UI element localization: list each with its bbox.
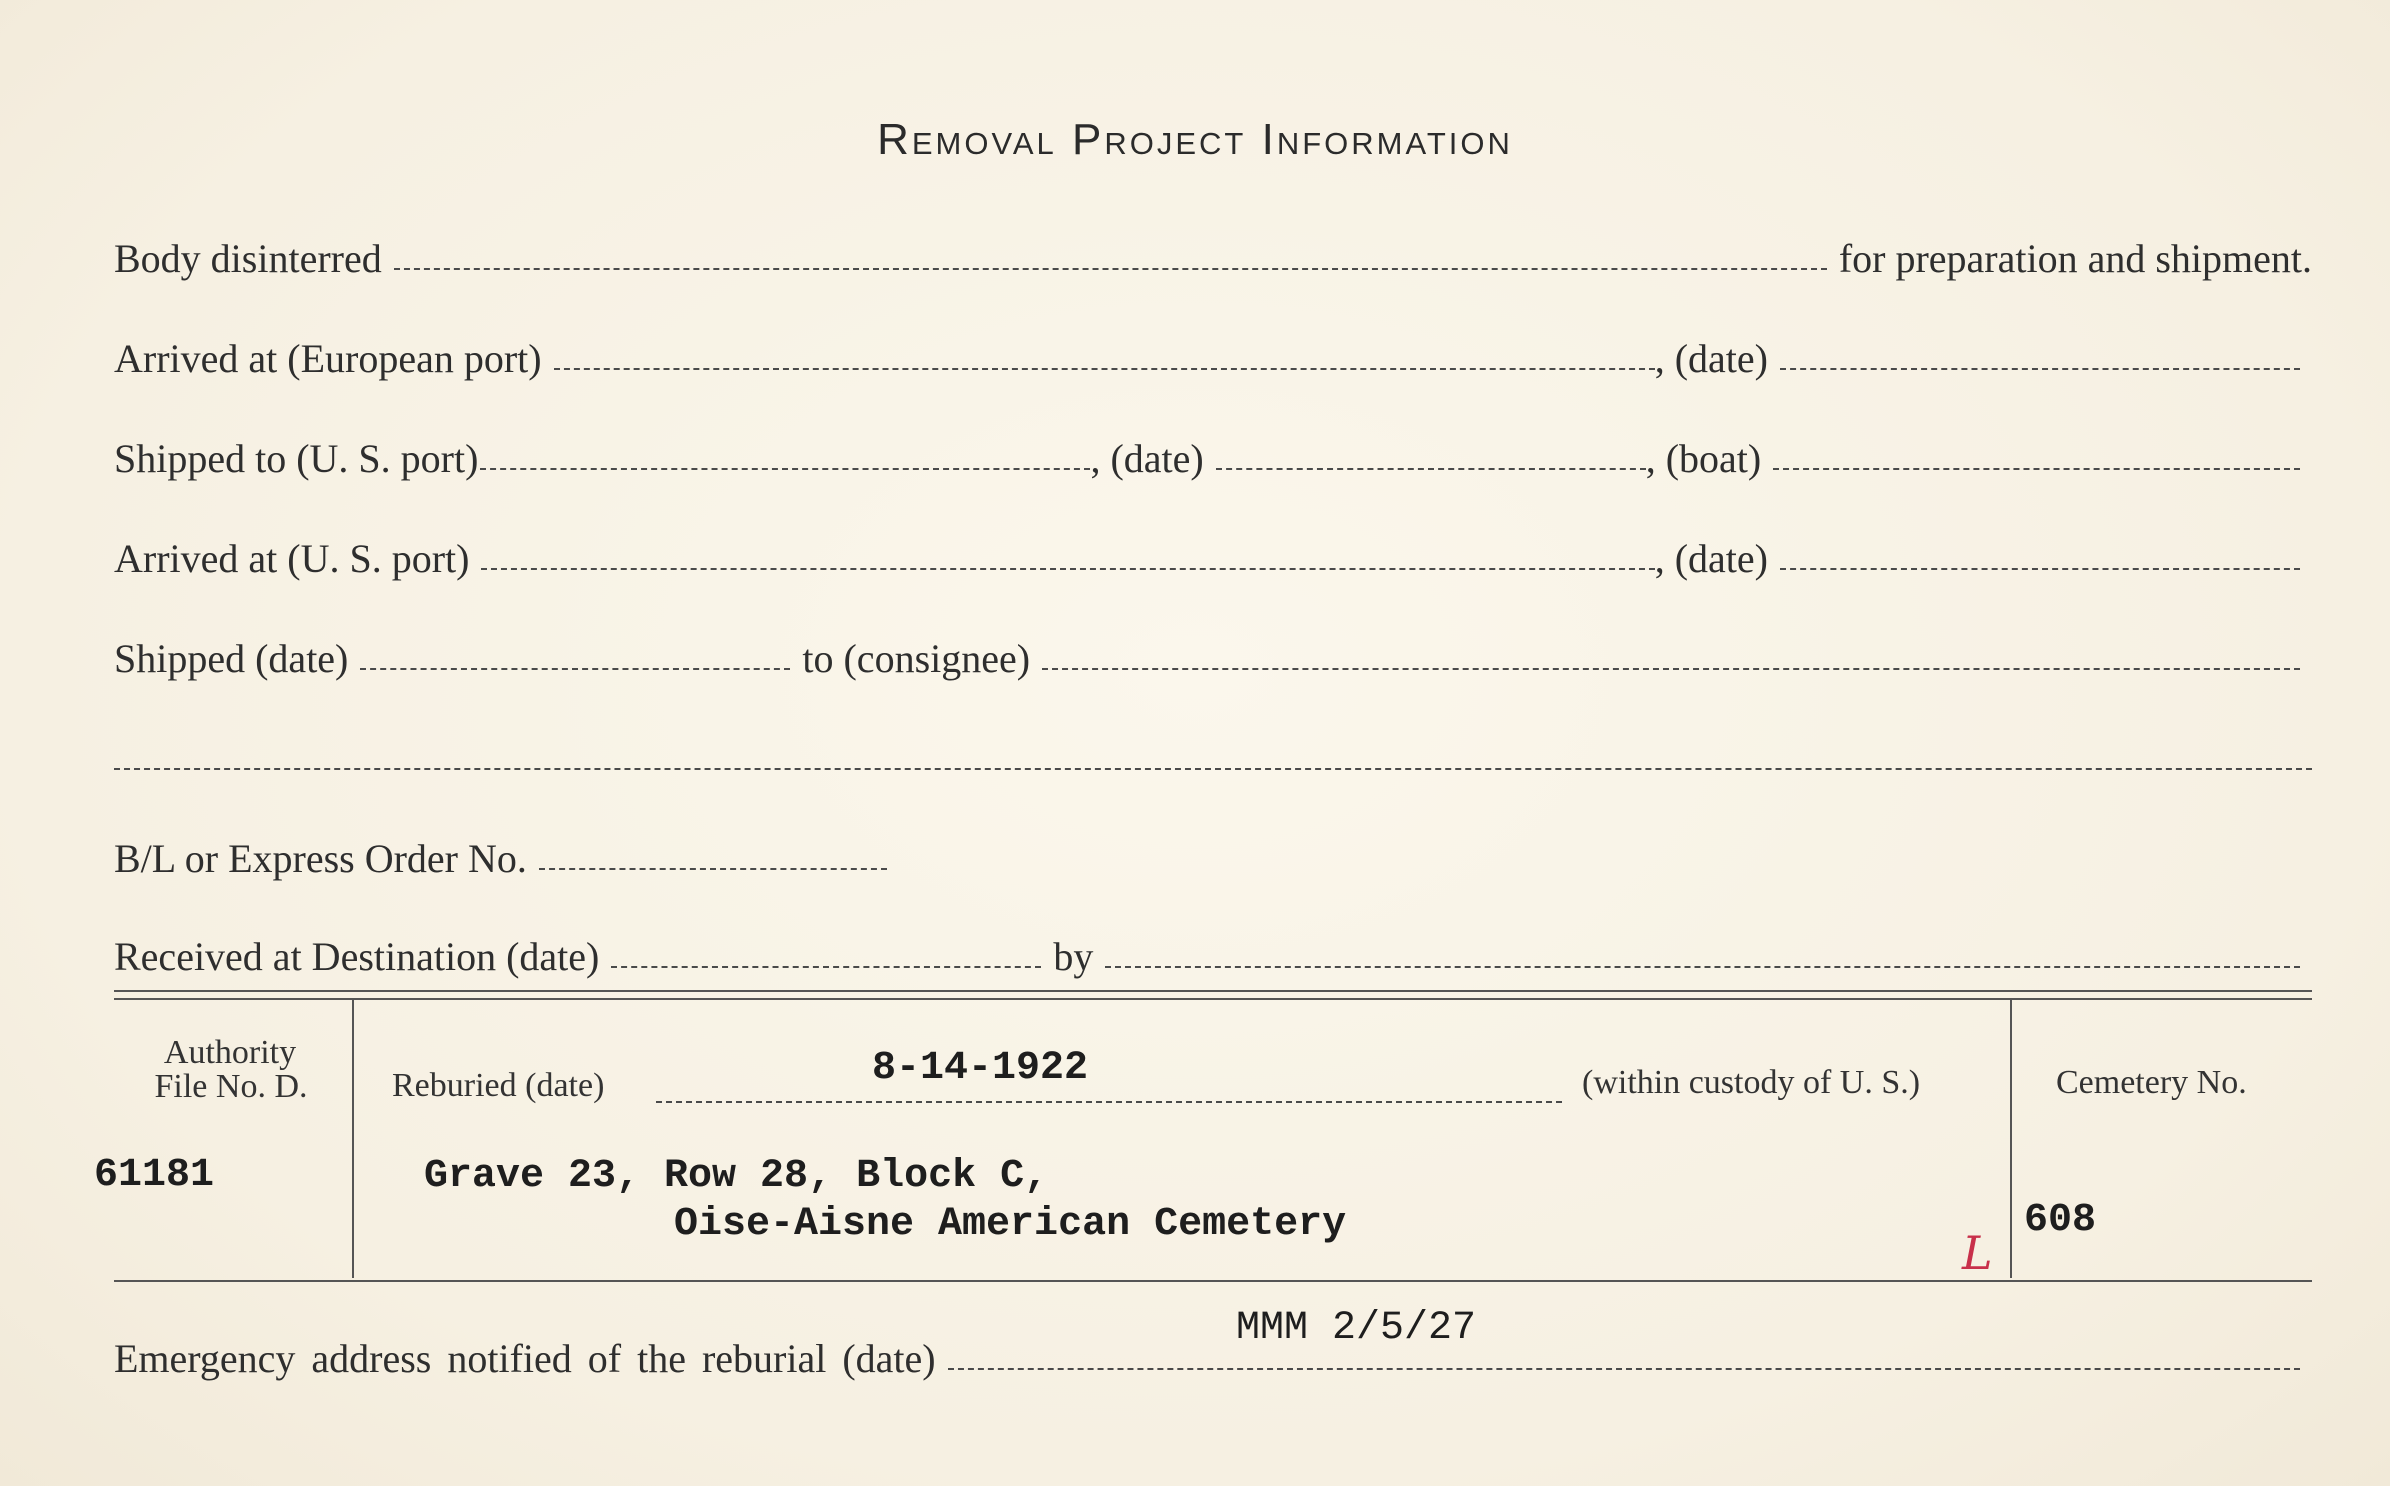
emergency-date-value: MMM 2/5/27 xyxy=(1236,1306,1477,1351)
authority-file-label: File No. D. xyxy=(154,1068,308,1105)
received-by-label: by xyxy=(1053,934,1094,979)
grave-location-line1: Grave 23, Row 28, Block C, xyxy=(424,1154,1049,1199)
row-arrived-us xyxy=(114,522,2312,582)
shipped-date-field[interactable] xyxy=(360,668,790,670)
cemetery-number-value: 608 xyxy=(2024,1198,2097,1243)
authority-file-number: 61181 xyxy=(94,1153,215,1198)
arrived-european-date-field[interactable] xyxy=(1780,368,2300,370)
body-disinterred-suffix: for preparation and shipment. xyxy=(1838,236,2312,281)
row-emergency xyxy=(114,1322,2312,1382)
row-consignee-continued xyxy=(114,722,2312,782)
authority-label: Authority xyxy=(163,1034,297,1071)
shipped-date-label: Shipped (date) xyxy=(114,636,349,681)
custody-label: (within custody of U. S.) xyxy=(1582,1064,1921,1101)
arrived-us-date-label: , (date) xyxy=(1654,536,1768,581)
shipped-us-port-field[interactable] xyxy=(480,468,1090,470)
consignee-continued-field[interactable] xyxy=(114,768,2312,770)
row-shipped-date xyxy=(114,622,2312,682)
received-by-field[interactable] xyxy=(1105,966,2300,968)
row-shipped-us xyxy=(114,422,2312,482)
cemetery-number-label: Cemetery No. xyxy=(2056,1064,2247,1101)
body-disinterred-field[interactable] xyxy=(394,268,1827,270)
consignee-label: to (consignee) xyxy=(802,636,1031,681)
received-date-field[interactable] xyxy=(611,966,1041,968)
bl-order-label: B/L or Express Order No. xyxy=(114,836,527,881)
reburied-date-value: 8-14-1922 xyxy=(872,1046,1089,1091)
arrived-us-port-field[interactable] xyxy=(481,568,1654,570)
arrived-european-label: Arrived at (European port) xyxy=(114,336,542,381)
grave-location-line2: Oise-Aisne American Cemetery xyxy=(674,1202,1347,1247)
consignee-field[interactable] xyxy=(1042,668,2300,670)
row-body-disinterred xyxy=(114,222,2312,282)
reburied-label: Reburied (date) xyxy=(392,1067,605,1104)
shipped-us-date-label: , (date) xyxy=(1090,436,1204,481)
arrived-us-label: Arrived at (U. S. port) xyxy=(114,536,470,581)
column-divider-right xyxy=(2010,998,2012,1278)
body-disinterred-label: Body disinterred xyxy=(114,236,382,281)
shipped-us-boat-field[interactable] xyxy=(1773,468,2300,470)
shipped-us-date-field[interactable] xyxy=(1216,468,1646,470)
emergency-label: Emergency address notified of the reburial (date) xyxy=(114,1336,936,1381)
arrived-us-date-field[interactable] xyxy=(1780,568,2300,570)
row-arrived-european xyxy=(114,322,2312,382)
row-bl-order xyxy=(114,822,2312,882)
arrived-european-date-label: , (date) xyxy=(1654,336,1768,381)
bl-order-field[interactable] xyxy=(539,868,887,870)
row-received xyxy=(114,920,2312,980)
section-divider-top xyxy=(114,990,2312,1000)
section-divider-bottom xyxy=(114,1280,2312,1282)
shipped-us-boat-label: , (boat) xyxy=(1645,436,1762,481)
card-title: Removal Project Information xyxy=(877,115,1513,164)
emergency-date-field[interactable] xyxy=(948,1368,2300,1370)
arrived-european-port-field[interactable] xyxy=(554,368,1655,370)
received-label: Received at Destination (date) xyxy=(114,934,600,979)
column-divider-left xyxy=(352,998,354,1278)
reburied-date-field[interactable] xyxy=(656,1101,1562,1103)
shipped-us-label: Shipped to (U. S. port) xyxy=(114,436,479,481)
check-mark: L xyxy=(1962,1226,1993,1280)
